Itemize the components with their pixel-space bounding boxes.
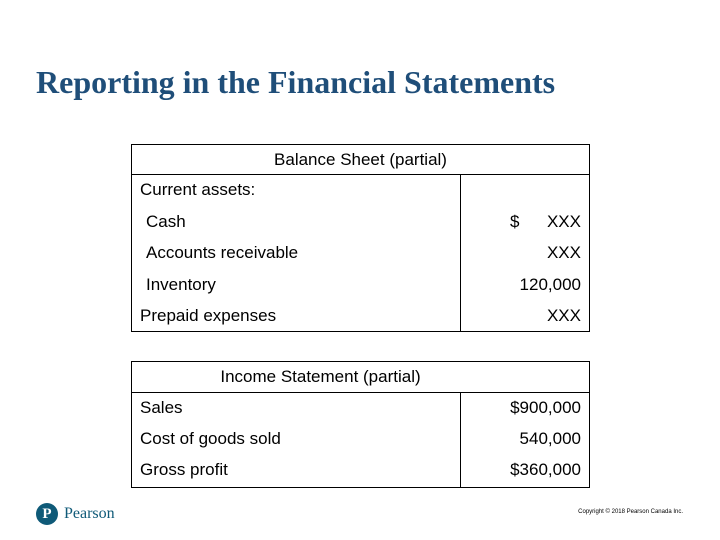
balance-sheet-row-label: Accounts receivable bbox=[146, 243, 299, 262]
income-statement-row-value: $900,000 bbox=[510, 398, 581, 417]
balance-sheet-heading: Balance Sheet (partial) bbox=[274, 150, 447, 169]
income-statement-table bbox=[131, 361, 590, 488]
balance-sheet-row-label: Inventory bbox=[146, 275, 216, 294]
balance-sheet-row-value: XXX bbox=[546, 243, 581, 262]
balance-sheet-column-divider bbox=[460, 174, 461, 331]
income-statement-row-label: Gross profit bbox=[140, 460, 228, 479]
balance-sheet-divider bbox=[132, 174, 589, 175]
page-title: Reporting in the Financial Statements bbox=[36, 64, 556, 100]
currency-symbol: $ bbox=[510, 212, 520, 231]
balance-sheet-row-label: Prepaid expenses bbox=[140, 306, 277, 325]
income-statement-divider bbox=[132, 392, 589, 393]
income-statement-row-label: Sales bbox=[140, 398, 183, 417]
income-statement-row-value: 540,000 bbox=[519, 429, 581, 448]
income-statement-column-divider bbox=[460, 392, 461, 487]
income-statement-row-value: $360,000 bbox=[510, 460, 581, 479]
copyright-notice: Copyright © 2018 Pearson Canada Inc. bbox=[578, 509, 683, 515]
pearson-logo-icon: P bbox=[36, 503, 58, 525]
balance-sheet-row-value: XXX bbox=[546, 306, 581, 325]
income-statement-heading: Income Statement (partial) bbox=[220, 367, 421, 386]
pearson-logo-text: Pearson bbox=[64, 505, 115, 522]
current-assets-label: Current assets: bbox=[140, 180, 256, 199]
balance-sheet-row-value: XXX bbox=[546, 212, 581, 231]
income-statement-row-label: Cost of goods sold bbox=[140, 429, 281, 448]
balance-sheet-row-value: 120,000 bbox=[519, 275, 581, 294]
pearson-logo bbox=[36, 502, 115, 526]
balance-sheet-row-label: Cash bbox=[146, 212, 186, 231]
balance-sheet-table bbox=[131, 144, 590, 332]
